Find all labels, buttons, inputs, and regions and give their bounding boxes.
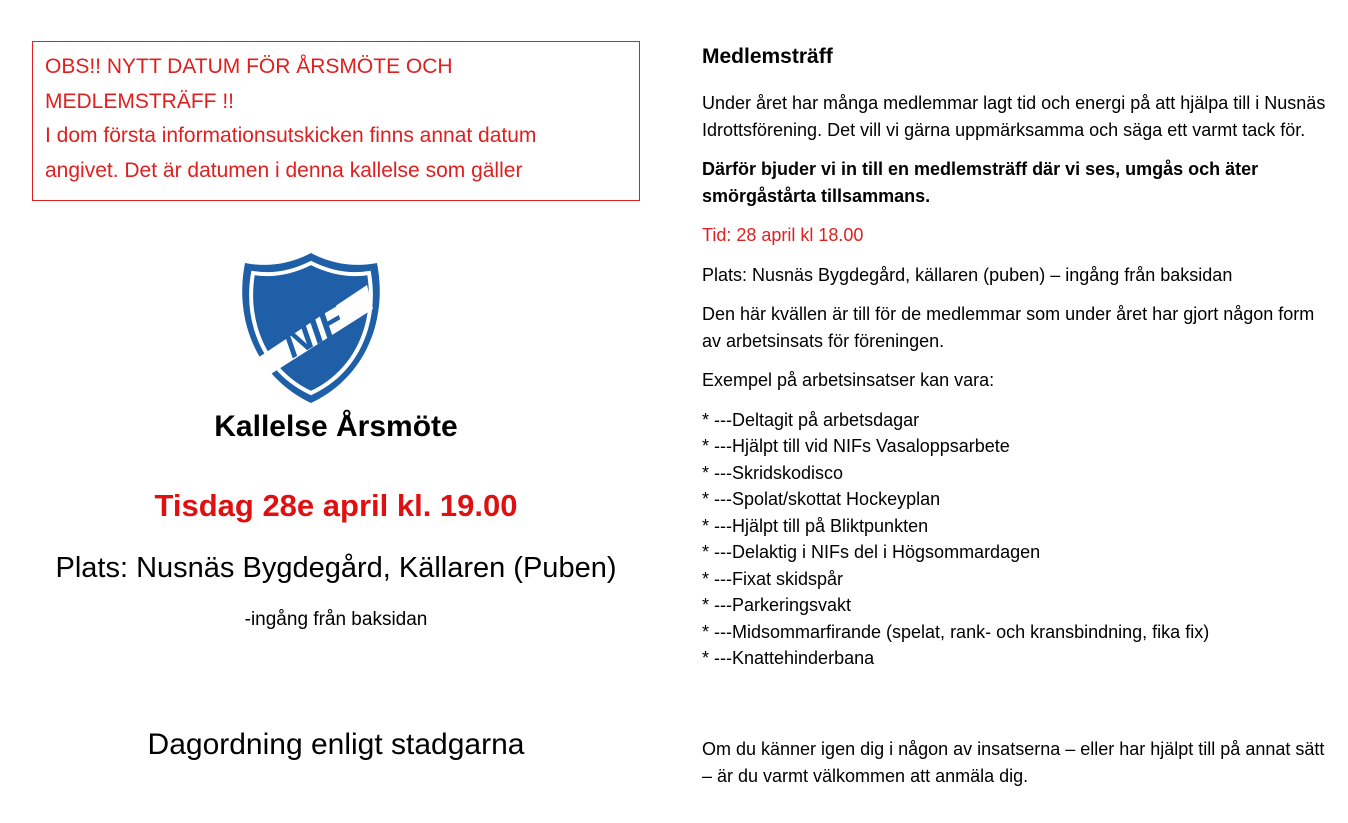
list-item: * ---Midsommarfirande (spelat, rank- och kransbindning, fika fix) [702, 621, 1210, 642]
closing-paragraph: Om du känner igen dig i någon av insatserna – eller har hjälpt till på annat sätt – är du varmt välkommen att anmäla dig. [702, 739, 1325, 786]
notice-line: I dom första informationsutskicken finns annat datum [45, 124, 537, 147]
meeting-agenda: Dagordning enligt stadgarna [147, 728, 525, 761]
list-item: * ---Fixat skidspår [702, 568, 844, 589]
meeting-place: Plats: Nusnäs Bygdegård, Källaren (Puben) [55, 552, 617, 584]
list-item: * ---Hjälpt till på Bliktpunkten [702, 515, 929, 536]
notice-line: angivet. Det är datumen i denna kallelse som gäller [45, 158, 523, 182]
list-item: * ---Deltagit på arbetsdagar [702, 409, 920, 430]
meetup-time: Tid: 28 april kl 18.00 [702, 225, 864, 245]
notice-line: MEDLEMSTRÄFF !! [45, 89, 235, 113]
list-item: * ---Skridskodisco [702, 462, 844, 483]
logo-text: NIF [274, 296, 353, 367]
list-item: * ---Parkeringsvakt [702, 595, 852, 615]
examples-list [702, 407, 1332, 672]
meeting-title: Kallelse Årsmöte [214, 410, 458, 443]
meeting-date: Tisdag 28e april kl. 19.00 [154, 488, 518, 523]
member-meetup-section [702, 44, 1332, 786]
list-item: * ---Delaktig i NIFs del i Högsommardagen [702, 542, 1041, 562]
nif-logo [239, 249, 383, 407]
meetup-place: Plats: Nusnäs Bygdegård, källaren (puben) – ingång från baksidan [702, 264, 1233, 285]
invite-paragraph: Därför bjuder vi in till en medlemsträff där vi ses, umgås och äter smörgåstårta tillsammans. [702, 159, 1259, 206]
intro-paragraph: Under året har många medlemmar lagt tid och energi på att hjälpa till i Nusnäs Idrottsförening. Det vill vi gärna uppmärksamma och säga ett varmt tack för. [702, 93, 1326, 140]
notice-line: OBS!! NYTT DATUM FÖR ÅRSMÖTE OCH [45, 55, 453, 78]
section-heading: Medlemsträff [702, 45, 833, 68]
examples-intro: Exempel på arbetsinsatser kan vara: [702, 370, 995, 390]
list-item: * ---Knattehinderbana [702, 648, 875, 668]
list-item: * ---Hjälpt till vid NIFs Vasaloppsarbete [702, 436, 1010, 456]
notice-box [32, 41, 640, 201]
evening-paragraph: Den här kvällen är till för de medlemmar som under året har gjort någon form av arbetsinsats för föreningen. [702, 304, 1315, 351]
meeting-entrance: -ingång från baksidan [244, 609, 428, 630]
list-item: * ---Spolat/skottat Hockeyplan [702, 489, 941, 509]
